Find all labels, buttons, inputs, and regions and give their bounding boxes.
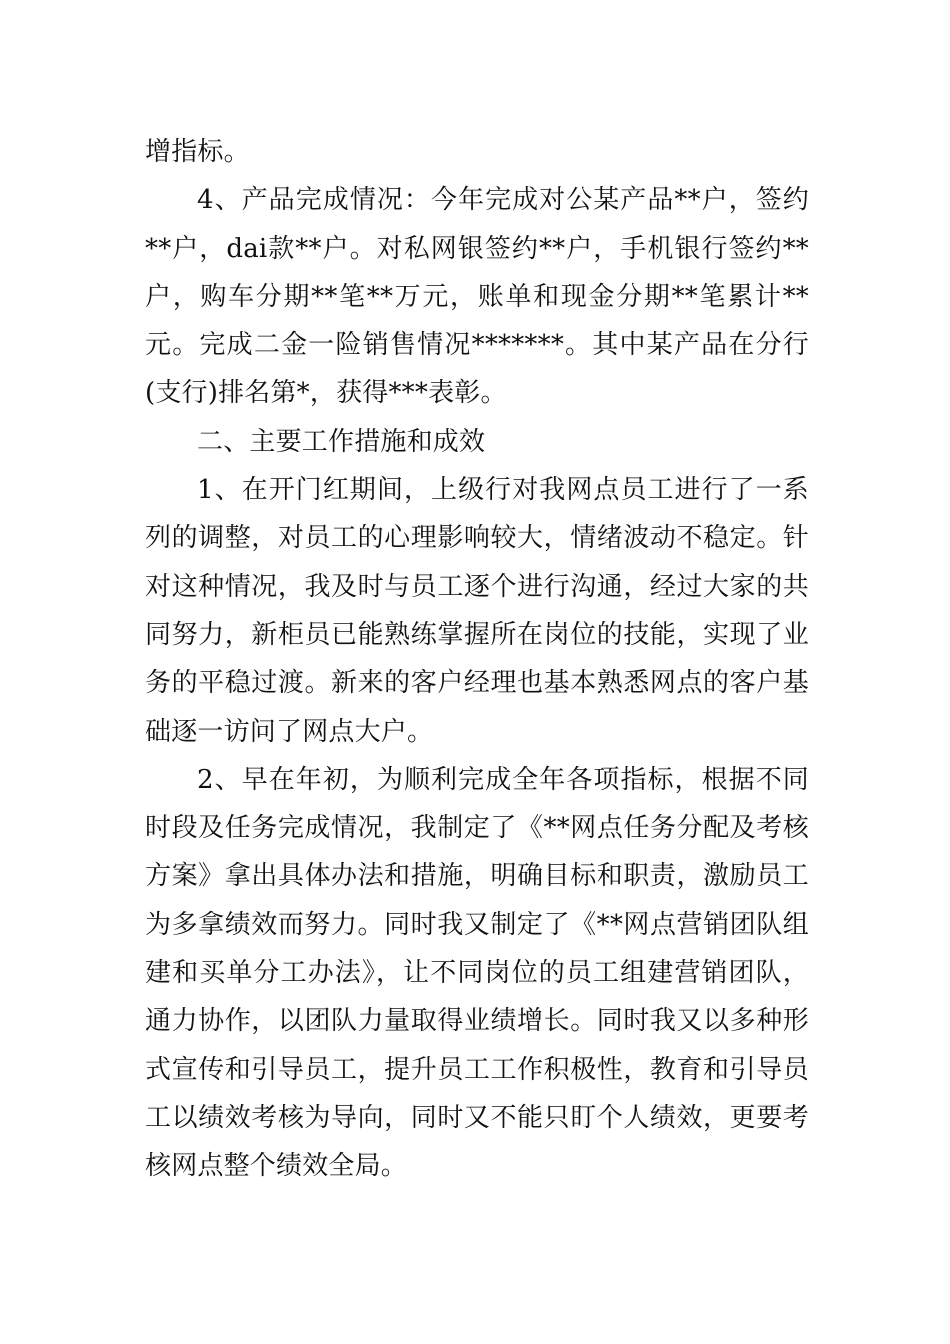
- document-body: [145, 128, 809, 1191]
- paragraph-staff-adjustment: 1、在开门红期间，上级行对我网点员工进行了一系列的调整，对员工的心理影响较大，情绪波动不稳定。针对这种情况，我及时与员工逐个进行沟通，经过大家的共同努力，新柜员已能熟练掌握所在岗位的技能，实现了业务的平稳过渡。新来的客户经理也基本熟悉网点的客户基础逐一访问了网点大户。: [145, 475, 809, 747]
- section-heading-measures: 二、主要工作措施和成效: [197, 426, 486, 457]
- paragraph-product-completion: 4、产品完成情况：今年完成对公某产品**户，签约**户，dai款**户。对私网银签约**户，手机银行签约**户，购车分期**笔**万元，账单和现金分期**笔累计**元。完成二金一险销售情况*******。其中某产品在分行(支行)排名第*，获得***表彰。: [145, 185, 809, 409]
- paragraph-task-allocation: 2、早在年初，为顺利完成全年各项指标，根据不同时段及任务完成情况，我制定了《**网点任务分配及考核方案》拿出具体办法和措施，明确目标和职责，激励员工为多拿绩效而努力。同时我又制定了《**网点营销团队组建和买单分工办法》，让不同岗位的员工组建营销团队，通力协作，以团队力量取得业绩增长。同时我又以多种形式宣传和引导员工，提升员工工作积极性，教育和引导员工以绩效考核为导向，同时又不能只盯个人绩效，更要考核网点整个绩效全局。: [145, 764, 809, 1182]
- paragraph-continuation: 增指标。: [145, 137, 250, 167]
